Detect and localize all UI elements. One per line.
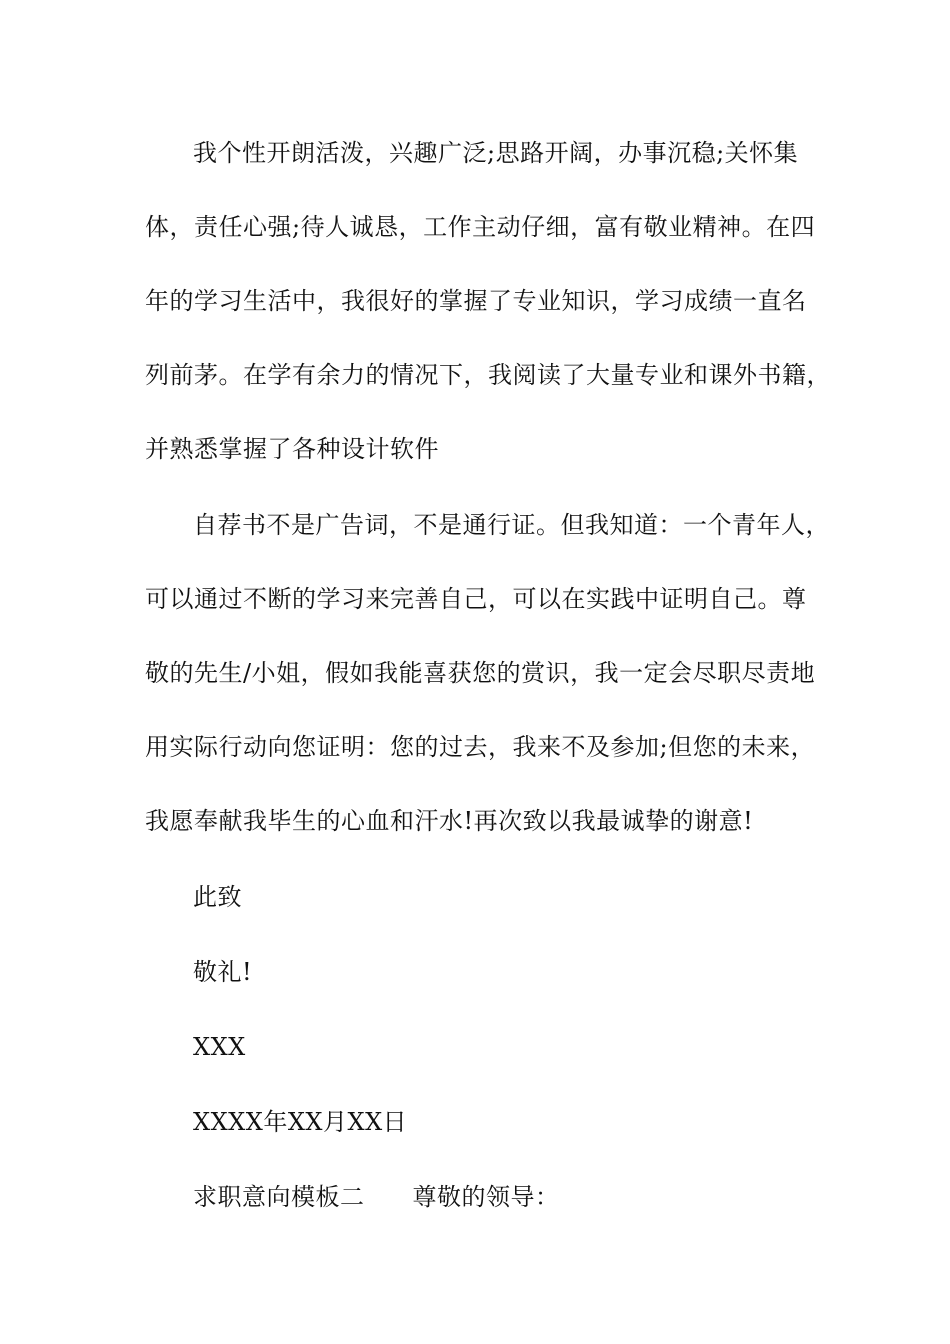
paragraph-2-line-5: 我愿奉献我毕生的心血和汗水!再次致以我最诚挚的谢意! — [145, 807, 754, 835]
paragraph-2-line-1: 自荐书不是广告词，不是通行证。但我知道：一个青年人， — [193, 511, 830, 539]
paragraph-1-line-5: 并熟悉掌握了各种设计软件 — [145, 435, 439, 463]
closing-cizhi: 此致 — [193, 883, 242, 911]
paragraph-1-line-3: 年的学习生活中，我很好的掌握了专业知识，学习成绩一直名 — [145, 287, 807, 315]
paragraph-2-line-4: 用实际行动向您证明：您的过去，我来不及参加;但您的未来， — [145, 733, 816, 761]
paragraph-2-line-2: 可以通过不断的学习来完善自己，可以在实践中证明自己。尊 — [145, 585, 807, 613]
next-template-title: 求职意向模板二 — [193, 1183, 365, 1211]
paragraph-1-line-4: 列前茅。在学有余力的情况下，我阅读了大量专业和课外书籍， — [145, 361, 831, 389]
next-template-heading — [193, 1182, 883, 1212]
date: XXXX年XX月XX日 — [193, 1108, 408, 1136]
paragraph-1-line-1: 我个性开朗活泼，兴趣广泛;思路开阔，办事沉稳;关怀集 — [193, 139, 799, 167]
paragraph-2-line-3: 敬的先生/小姐，假如我能喜获您的赏识，我一定会尽职尽责地 — [145, 659, 816, 687]
next-template-salutation: 尊敬的领导： — [412, 1183, 560, 1211]
signature: XXX — [193, 1033, 246, 1061]
paragraph-1-line-2: 体，责任心强;待人诚恳，工作主动仔细，富有敬业精神。在四 — [145, 213, 816, 241]
closing-jingli: 敬礼! — [193, 958, 253, 986]
